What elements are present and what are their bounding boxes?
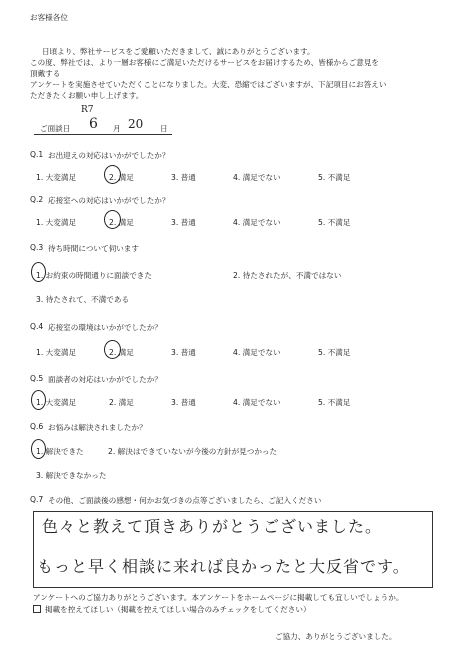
visit-date-label: ご面談日 [40, 124, 71, 133]
thanks-text: ご協力、ありがとうございました。 [275, 632, 397, 641]
q2-option-4[interactable]: 4. 満足でない [233, 218, 281, 227]
question-7-text: その他、ご面談後の感想・何かお気づきの点等ございましたら、ご記入ください [48, 496, 322, 505]
question-2-text: 応接室への対応はいかがでしたか？ [48, 196, 170, 205]
q6-option-3[interactable]: 3. 解決できなかった [36, 471, 107, 480]
visit-month-unit: 月 [113, 124, 121, 133]
q5-option-3[interactable]: 3. 普通 [171, 398, 196, 407]
question-4-number: Q.4 [30, 322, 44, 331]
q3-option-1[interactable]: 1. お約束の時間通りに面談できた [36, 271, 152, 280]
question-6-number: Q.6 [30, 422, 44, 431]
question-2-number: Q.2 [30, 195, 44, 204]
q1-option-5[interactable]: 5. 不満足 [318, 173, 351, 182]
comment-box[interactable] [33, 511, 433, 588]
q3-selected-circle [31, 262, 46, 282]
q4-option-1[interactable]: 1. 大変満足 [36, 348, 77, 357]
q2-option-2[interactable]: 2. 満足 [109, 218, 134, 227]
q2-option-5[interactable]: 5. 不満足 [318, 218, 351, 227]
q4-option-2[interactable]: 2. 満足 [109, 348, 134, 357]
question-3-number: Q.3 [30, 243, 44, 252]
q4-selected-circle [104, 340, 121, 359]
q4-option-5[interactable]: 5. 不満足 [318, 348, 351, 357]
q2-option-3[interactable]: 3. 普通 [171, 218, 196, 227]
opt-out-checkbox[interactable] [33, 605, 41, 613]
intro-line: 日頃より、弊社サービスをご愛顧いただきまして、誠にありがとうございます。 [42, 47, 315, 56]
intro-line: アンケートを実施させていただくことになりました。大変、恐縮ではございますが、下記項目にお答えい [30, 80, 387, 89]
question-7-number: Q.7 [30, 495, 44, 504]
question-5-text: 面談者の対応はいかがでしたか？ [48, 375, 162, 384]
intro-line: 頂戴する [30, 69, 61, 78]
q6-selected-circle [31, 439, 46, 459]
q1-selected-circle [104, 165, 121, 184]
question-5-number: Q.5 [30, 374, 44, 383]
q2-selected-circle [104, 210, 121, 229]
visit-date-underline [34, 134, 172, 135]
q4-option-3[interactable]: 3. 普通 [171, 348, 196, 357]
publish-notice: アンケートへのご協力ありがとうございます。本アンケートをホームページに掲載しても宜しいでしょうか。 [33, 593, 404, 602]
question-1-text: お出迎えの対応はいかがでしたか？ [48, 151, 170, 160]
q1-option-1[interactable]: 1. 大変満足 [36, 173, 77, 182]
addressee: お客様各位 [30, 13, 68, 22]
q6-option-2[interactable]: 2. 解決はできていないが今後の方針が見つかった [108, 447, 278, 456]
q1-option-3[interactable]: 3. 普通 [171, 173, 196, 182]
question-3-text: 待ち時間について伺います [48, 244, 139, 253]
q4-option-4[interactable]: 4. 満足でない [233, 348, 281, 357]
visit-day-value: 20 [128, 117, 144, 131]
q1-option-2[interactable]: 2. 満足 [109, 173, 134, 182]
q3-option-3[interactable]: 3. 待たされて、不満である [36, 295, 130, 304]
intro-line: この度、弊社では、より一層お客様にご満足いただけるサービスをお届けするため、皆様からご意見を [30, 58, 380, 67]
comment-line: もっと早く相談に来れば良かったと大反省です。 [37, 557, 410, 576]
q2-option-1[interactable]: 1. 大変満足 [36, 218, 77, 227]
q5-selected-circle [31, 390, 46, 410]
opt-out-label: 掲載を控えてほしい（掲載を控えてほしい場合のみチェックをしてください） [45, 605, 311, 614]
q5-option-2[interactable]: 2. 満足 [109, 398, 134, 407]
q5-option-1[interactable]: 1. 大変満足 [36, 398, 77, 407]
question-4-text: 応接室の環境はいかがでしたか？ [48, 323, 162, 332]
comment-line: 色々と教えて頂きありがとうございました。 [42, 517, 383, 536]
question-1-number: Q.1 [30, 150, 44, 159]
reiwa-note: R7 [81, 105, 94, 115]
q5-option-5[interactable]: 5. 不満足 [318, 398, 351, 407]
opt-out-row[interactable] [33, 604, 311, 615]
visit-month-value: 6 [89, 116, 98, 132]
intro-line: ただきたくお願い申し上げます。 [30, 91, 144, 100]
q6-option-1[interactable]: 1. 解決できた [36, 447, 84, 456]
question-6-text: お悩みは解決されましたか？ [48, 423, 147, 432]
q3-option-2[interactable]: 2. 待たされたが、不満ではない [233, 271, 342, 280]
q1-option-4[interactable]: 4. 満足でない [233, 173, 281, 182]
q5-option-4[interactable]: 4. 満足でない [233, 398, 281, 407]
visit-day-unit: 日 [160, 124, 168, 133]
